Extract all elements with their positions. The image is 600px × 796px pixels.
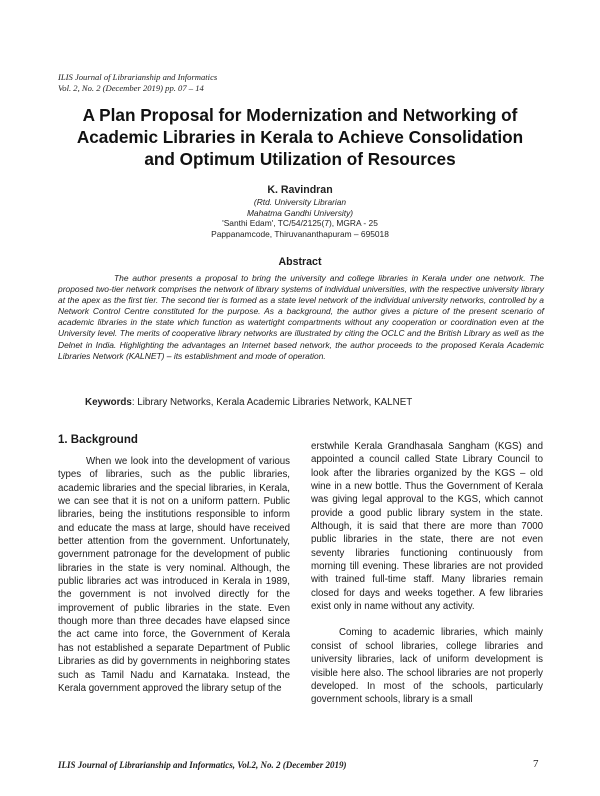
body-column-left [58,455,290,695]
footer-citation: ILIS Journal of Librarianship and Informatics, Vol.2, No. 2 (December 2019) [58,760,347,770]
journal-header [58,72,538,94]
author-role: (Rtd. University Librarian [253,197,347,207]
journal-name: ILIS Journal of Librarianship and Informatics [58,72,218,82]
keywords-value: : Library Networks, Kerala Academic Libraries Network, KALNET [131,397,413,408]
author-block [100,183,500,239]
title-line-2: Academic Libraries in Kerala to Achieve Consolidation [76,127,524,147]
author-address-line-2: Pappanamcode, Thiruvananthapuram – 695018 [211,228,389,239]
title-line-3: and Optimum Utilization of Resources [144,149,456,169]
abstract-text: The author presents a proposal to bring the university and college libraries in Kerala under one network. The proposed two-tier network comprises the network of library systems of individual universities, with the respective university library at the apex as the first tier. The second tier is formed as a state level network of the individual university networks, controlled by a Network Control Centre constituted for the purpose. As a background, the author gives a picture of the present scenario of academic libraries in the state which function as watertight compartments without any cooperation or coordination even at the University level. The merits of cooperative library networks are illustrated by citing the OCLC and the British Library as well as the Delnet in India. Highlighting the advantages an Internet based network, the author proceeds to the proposed Kerala Academic Libraries Network (KALNET) – its establishment and mode of operation. [58,273,544,361]
body-paragraph: When we look into the development of various types of libraries, such as the public libraries, academic libraries and the special libraries, in Kerala, we can see that it is not on a uniform pattern. Public libraries, being the institutions responsible to inform and educate the mass at large, should have received better attention from the government. Unfortunately, government patronage for the development of public libraries in the state is very nominal. Although, the public libraries act was introduced in Kerala in 1989, the government is not involved directly for the improvement of public libraries in the state. Even though more than three decades have elapsed since the act came into force, the Government of Kerala has not established a separate Department of Public Libraries as did by governments in neighboring states such as Tamil Nadu and Karnataka. Instead, the Kerala government approved the library setup of the [58,456,290,694]
journal-volume-info: Vol. 2, No. 2 (December 2019) pp. 07 – 14 [58,83,204,93]
page-number: 7 [533,758,539,770]
author-institution: Mahatma Gandhi University) [246,207,354,218]
keywords [85,396,545,409]
title-line-1: A Plan Proposal for Modernization and Networking of [82,105,518,125]
abstract-heading: Abstract [278,256,322,268]
section-heading-background: 1. Background [58,434,138,446]
author-address-line-1: 'Santhi Edam', TC/54/2125(7), MGRA - 25 [222,218,378,229]
paper-title [40,104,560,170]
body-paragraph: Coming to academic libraries, which mainly consist of school libraries, college libraries and university libraries, lack of uniform development is visible here also. The school libraries are not properly developed. In most of the schools, particularly government schools, library is a small [311,627,543,706]
body-column-right [311,440,543,707]
body-paragraph: erstwhile Kerala Grandhasala Sangham (KGS) and appointed a council called State Library Council to look after the libraries organized by the KGS – old wine in a new bottle. Thus the Government of Kerala was giving legal approval to the KGS, which cannot provide a good public library system in the state. Although, it is said that there are more than 7000 public libraries in the state, there are not even seventy libraries functioning continuously from morning till evening. These libraries are not provided with trained full-time staff. Many libraries remain closed for days and weeks together. A few libraries exist only in name without any activity. [311,441,543,613]
author-name: K. Ravindran [267,184,333,196]
keywords-label: Keywords [85,397,132,408]
